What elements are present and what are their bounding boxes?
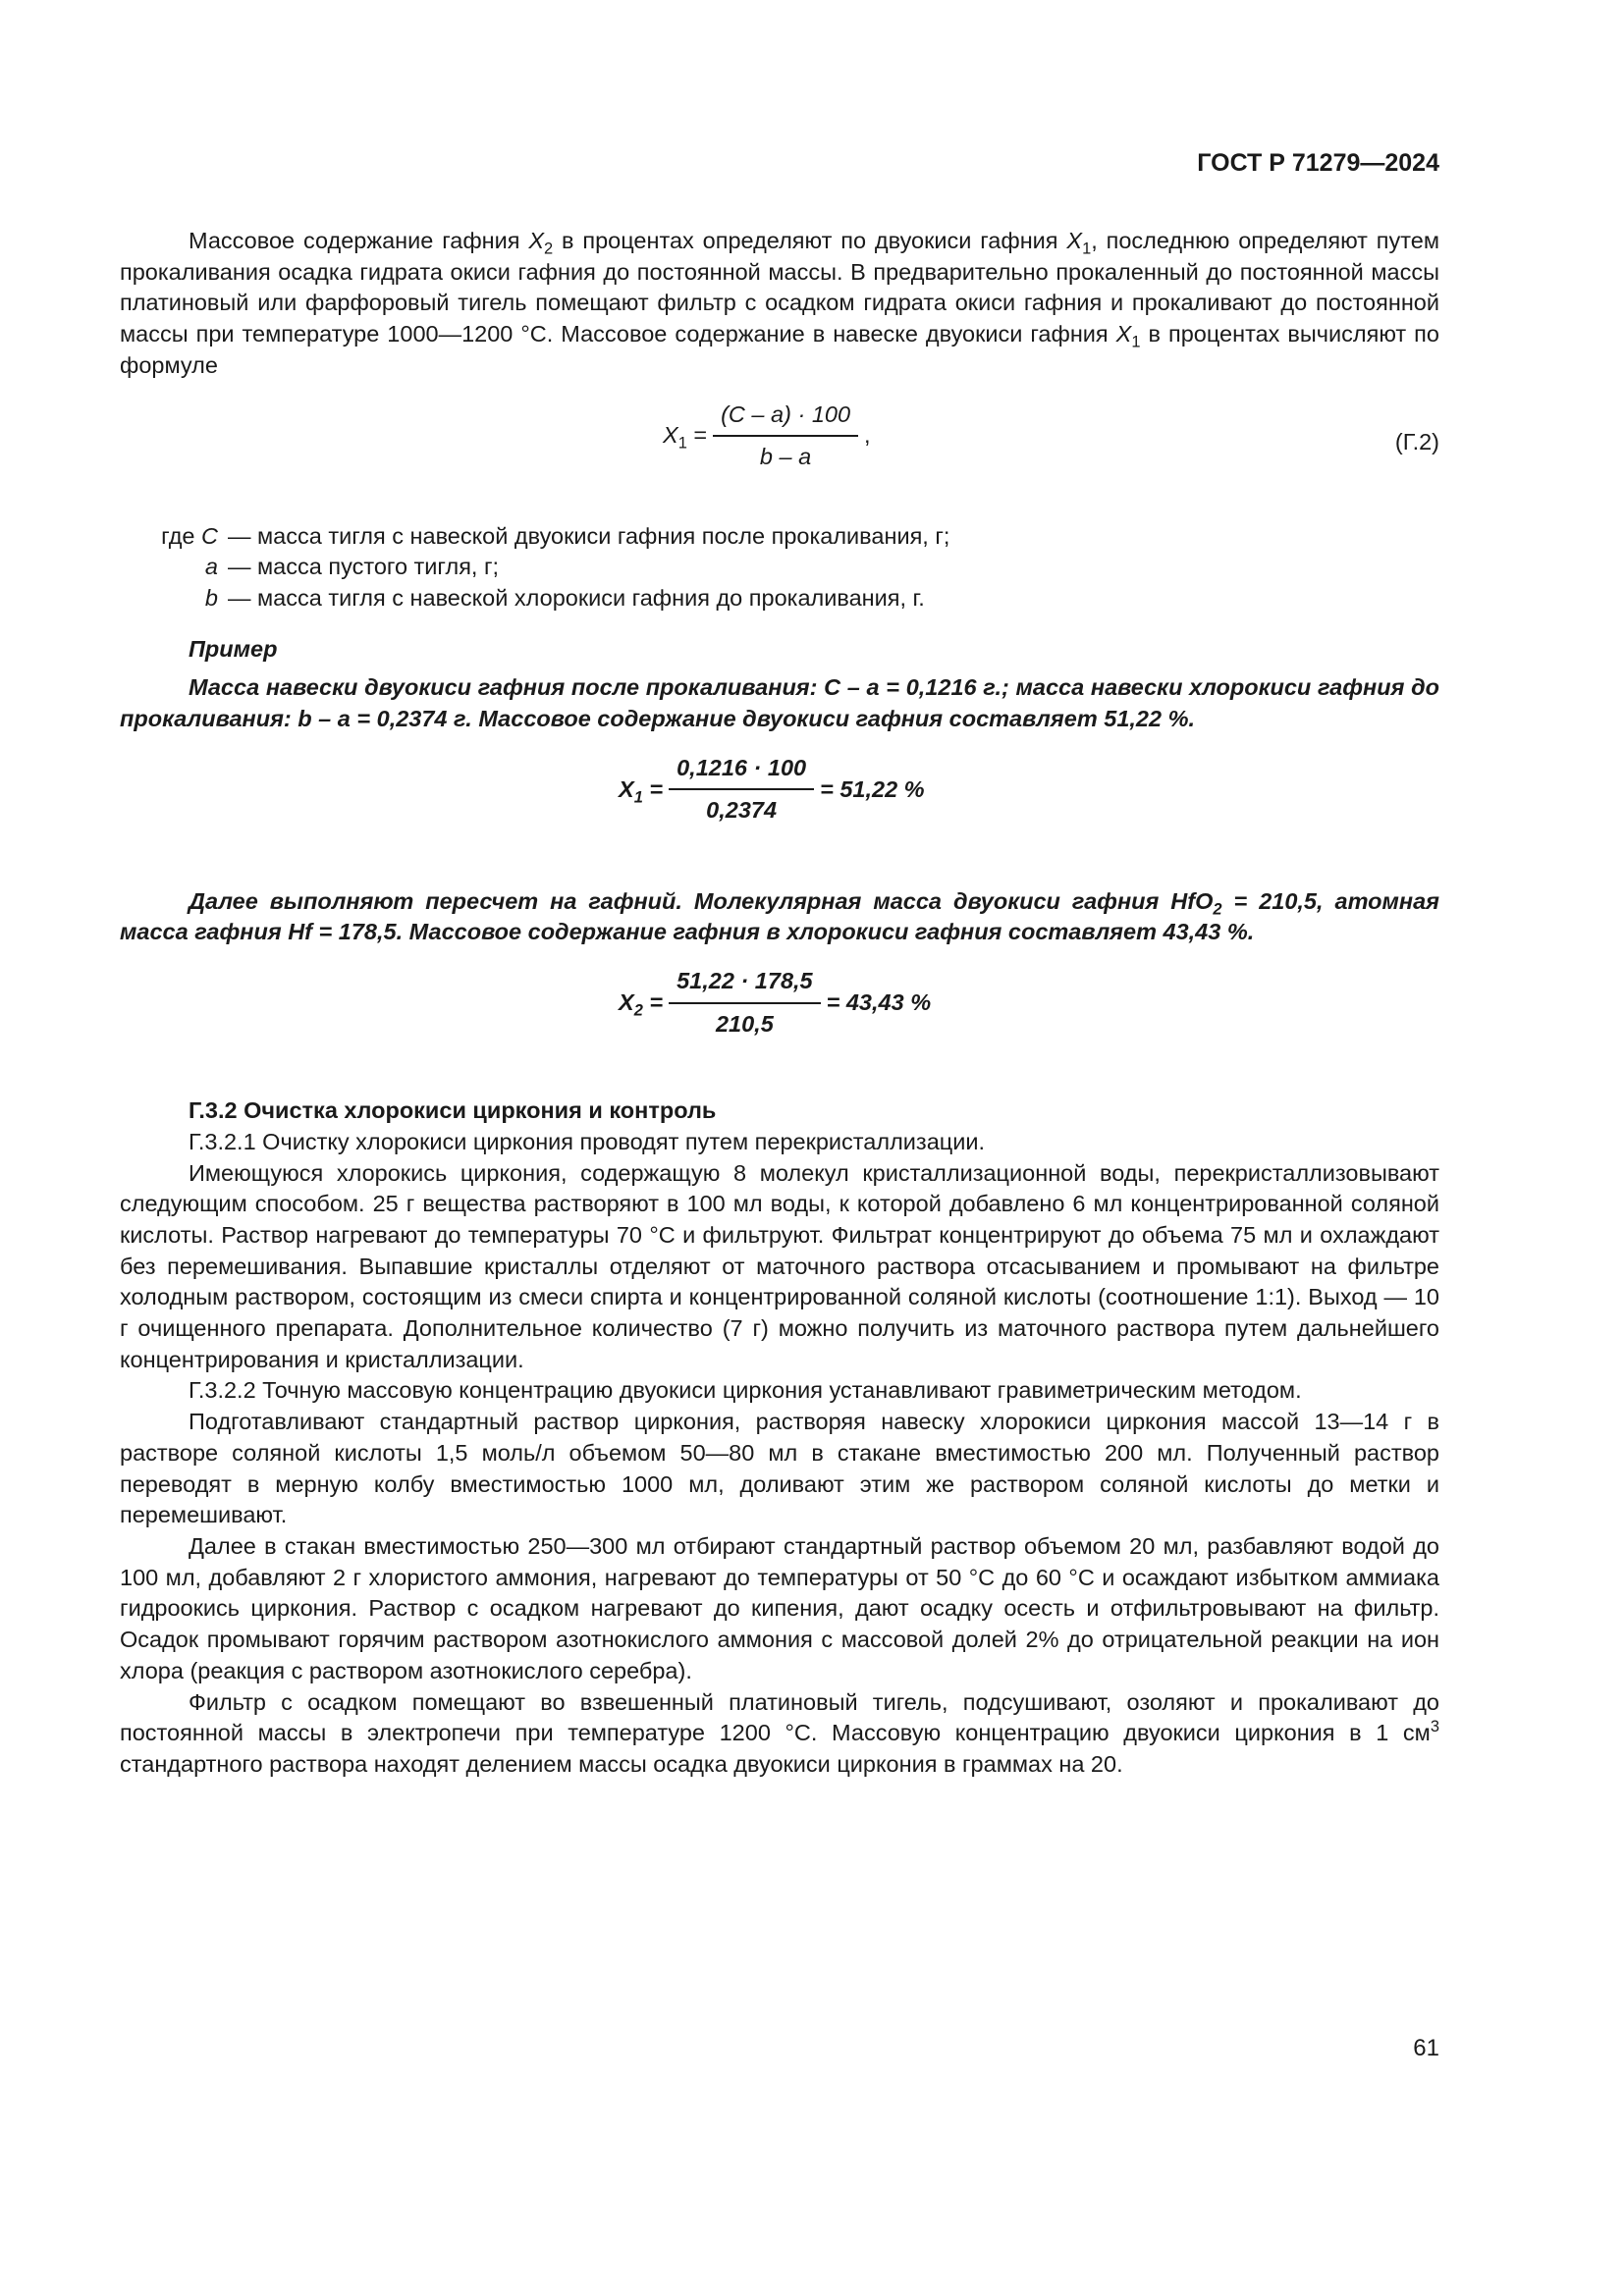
where-definition: — масса тигля с навеской хлорокиси гафния до прокаливания, г. <box>228 584 925 611</box>
section-heading: Г.3.2 Очистка хлорокиси циркония и контроль <box>189 1097 717 1124</box>
formula-number: (Г.2) <box>1394 428 1439 454</box>
unit-superscript: 3 <box>1430 1718 1439 1736</box>
section-last-text-a: Фильтр с осадком помещают во взвешенный платиновый тигель, подсушивают, озоляют и прокаливают до постоянной массы в электропечи при температуре 1200 °С. Массовую концентрацию двуокиси циркония в 1 см <box>120 1688 1439 1746</box>
example-text-2-sub: 2 <box>1213 900 1222 919</box>
where-definition: — масса пустого тигля, г; <box>228 554 500 580</box>
section-paragraph: Г.3.2.2 Точную массовую концентрацию двуокиси циркония устанавливают гравиметрическим методом. <box>189 1377 1302 1404</box>
intro-paragraph <box>120 226 1439 382</box>
formula-lhs <box>619 988 663 1019</box>
example-text-2a: Далее выполняют пересчет на гафний. Молекулярная масса двуокиси гафния HfO <box>189 887 1214 914</box>
section-last-text-b: стандартного раствора находят делением массы осадка двуокиси циркония в граммах на 20. <box>120 1750 1123 1777</box>
where-symbol-var: C <box>201 522 218 549</box>
formula-fraction <box>669 966 821 1040</box>
formula-denominator: 0,2374 <box>706 797 778 824</box>
section-paragraph: Г.3.2.1 Очистку хлорокиси циркония проводят путем перекристаллизации. <box>189 1128 986 1154</box>
standard-header: ГОСТ Р 71279—2024 <box>1197 149 1439 177</box>
var-x: X <box>1115 321 1132 347</box>
example-formula-2-expression <box>619 966 931 1040</box>
formula-equals: = <box>642 988 664 1015</box>
where-row <box>120 583 1439 614</box>
formula-g2-expression <box>663 400 871 473</box>
formula-numerator: (C – a) · 100 <box>713 400 858 438</box>
formula-g2 <box>120 400 1439 507</box>
intro-text-4: в процентах вычисляют по формуле <box>120 321 1439 378</box>
formula-lhs-sub: 1 <box>633 788 643 807</box>
var-x: X <box>1066 228 1083 253</box>
formula-lhs <box>619 774 663 806</box>
where-symbol: b <box>204 584 218 611</box>
formula-comma: , <box>864 422 871 449</box>
formula-lhs-sub: 1 <box>677 435 687 454</box>
formula-numerator: 51,22 · 178,5 <box>669 966 821 1004</box>
formula-result: = 51,22 % <box>820 775 925 802</box>
formula-equals: = <box>686 422 708 449</box>
formula-denominator: b – a <box>759 444 812 470</box>
intro-text-3: , последнюю определяют путем прокаливания осадка гидрата окиси гафния до постоянной массы. В предварительно прокаленный до постоянной массы платиновый или фарфоровый тигель помещают фильтр с осадком гидрата окиси гафния и прокаливают до постоянной массы при температуре 1000—1200 °С. Массовое содержание в навеске двуокиси гафния <box>120 228 1439 347</box>
where-intro: где <box>161 522 195 549</box>
example-formula-1 <box>120 753 1439 863</box>
intro-text-1: Массовое содержание гафния <box>189 228 529 253</box>
where-block <box>120 521 1439 614</box>
formula-fraction <box>713 400 858 473</box>
formula-result: = 43,43 % <box>826 988 932 1015</box>
example-formula-1-expression <box>619 753 925 827</box>
example-title: Пример <box>189 635 278 662</box>
var-x-sub: 2 <box>544 240 554 258</box>
var-x-sub: 1 <box>1131 333 1141 351</box>
formula-fraction <box>669 753 814 827</box>
page-number: 61 <box>1413 2035 1439 2061</box>
section-paragraph: Далее в стакан вместимостью 250—300 мл отбирают стандартный раствор объемом 20 мл, разбавляют водой до 100 мл, добавляют 2 г хлористого аммония, нагревают до температуры от 50 °С до 60 °С и осаждают избытком аммиака гидроокись циркония. Раствор с осадком нагревают до кипения, дают осадку осесть и отфильтровывают на фильтр. Осадок промывают горячим раствором азотнокислого аммония с массовой долей 2% до отрицательной реакции на ион хлора (реакция с раствором азотнокислого серебра). <box>120 1532 1439 1683</box>
where-row <box>120 552 1439 583</box>
formula-lhs-var: X <box>619 775 634 802</box>
section-paragraph-last <box>120 1687 1439 1781</box>
var-x: X <box>528 228 545 253</box>
formula-numerator: 0,1216 · 100 <box>669 753 814 791</box>
formula-lhs-var: X <box>619 988 634 1015</box>
formula-lhs <box>663 420 707 452</box>
where-definition: — масса тигля с навеской двуокиси гафния после прокаливания, г; <box>228 522 950 549</box>
where-row <box>120 521 1439 553</box>
section-paragraph: Подготавливают стандартный раствор циркония, растворяя навеску хлорокиси циркония массой 13—14 г в растворе соляной кислоты 1,5 моль/л объемом 50—80 мл в стакане вместимостью 200 мл. Полученный раствор переводят в мерную колбу вместимостью 1000 мл, доливают этим же раствором соляной кислоты до метки и перемешивают. <box>120 1409 1439 1528</box>
formula-equals: = <box>642 775 664 802</box>
formula-lhs-sub: 2 <box>633 1001 643 1020</box>
example-text-2 <box>120 886 1439 948</box>
var-x-sub: 1 <box>1082 240 1092 258</box>
where-symbol: a <box>204 554 218 580</box>
page-content <box>120 226 1439 1781</box>
section-paragraph: Имеющуюся хлорокись циркония, содержащую 8 молекул кристаллизационной воды, перекристаллизовывают следующим способом. 25 г вещества растворяют в 100 мл воды, к которой добавлено 6 мл концентрированной соляной кислоты. Раствор нагревают до температуры 70 °С и фильтруют. Фильтрат концентрируют до объема 75 мл и охлаждают без перемешивания. Выпавшие кристаллы отделяют от маточного раствора отсасыванием и промывают на фильтре холодным раствором, состоящим из смеси спирта и концентрированной соляной кислоты (соотношение 1:1). Выход — 10 г очищенного препарата. Дополнительное количество (7 г) можно получить из маточного раствора путем дальнейшего концентрирования и кристаллизации. <box>120 1159 1439 1372</box>
example-text-2b: = 210,5, атомная масса гафния Hf = 178,5. Массовое содержание гафния в хлорокиси гафния составляет 43,43 %. <box>120 887 1439 945</box>
example-text: Масса навески двуокиси гафния после прокаливания: С – а = 0,1216 г.; масса навески хлорокиси гафния до прокаливания: b – а = 0,2374 г. Массовое содержание двуокиси гафния составляет 51,22 %. <box>120 674 1439 732</box>
intro-text-2: в процентах определяют по двуокиси гафния <box>553 228 1067 253</box>
example-formula-2 <box>120 966 1439 1076</box>
where-symbol <box>120 521 228 553</box>
formula-lhs-var: X <box>663 422 678 449</box>
formula-denominator: 210,5 <box>715 1010 774 1037</box>
